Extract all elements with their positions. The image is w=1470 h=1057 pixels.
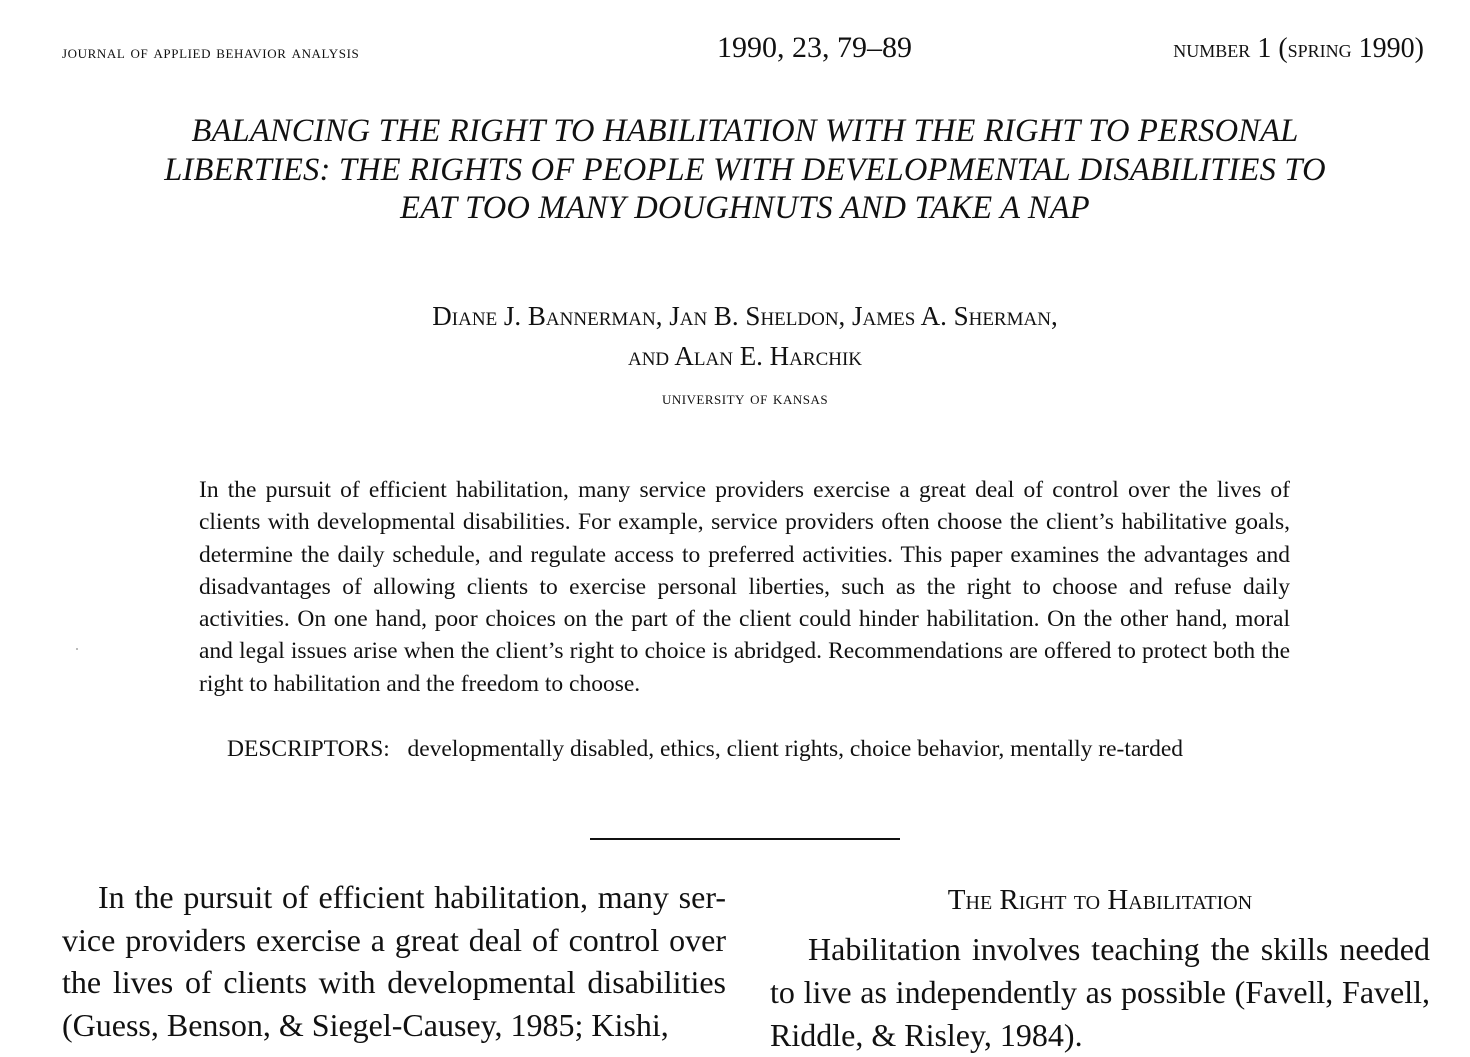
issue-season: spring <box>1287 34 1352 63</box>
citation: 1990, 23, 79–89 <box>717 31 912 64</box>
abstract-text: In the pursuit of efficient habilitation, many service providers exercise a great deal of control over the lives of clients with developmental disabilities. For example, service providers often choose the client’s habilitative goals, determine the daily schedule, and regulate access to preferred activities. This paper examines the advantages and disadvantages of allowing clients to exercise personal liberties, such as the right to choose and refuse daily activities. On one hand, poor choices on the part of the client could hinder habilitation. On the other hand, moral and legal issues arise when the client’s right to choice is abridged. Recommendations are offered to protect both the right to habilitation and the freedom to choose. <box>199 477 1290 697</box>
scan-speck <box>76 648 78 650</box>
authors-line-2: and Alan E. Harchik <box>627 341 863 371</box>
article-title: BALANCING THE RIGHT TO HABILITATION WITH THE RIGHT TO PERSONAL LIBERTIES: THE RIGHTS OF PEOPLE WITH DEVELOPMENTAL DISABILITIES TO EAT TOO MANY DOUGHNUTS AND TAKE A NAP <box>164 113 1326 226</box>
authors-line-1: Diane J. Bannerman, Jan B. Sheldon, James A. Sherman, <box>432 301 1058 331</box>
issue-year: 1990 <box>1358 33 1415 64</box>
body-right-column: Habilitation involves teaching the skills needed to live as independently as possible (Favell, Favell, Riddle, & Risley, 1984). <box>770 931 1430 1053</box>
journal-name: journal of applied behavior analysis <box>62 42 360 62</box>
section-heading: The Right to Habilitation <box>947 884 1253 916</box>
issue-label: number <box>1173 34 1251 63</box>
affiliation: university of kansas <box>661 388 829 409</box>
issue-number: 1 <box>1257 33 1272 64</box>
abstract <box>199 474 1290 700</box>
body-left-column: In the pursuit of efficient habilitation, many ser-vice providers exercise a great deal of control over the lives of clients with developmental disabilities (Guess, Benson, & Siegel-Causey, 1985; Kishi, <box>62 879 726 1043</box>
section-divider <box>590 838 900 840</box>
authors <box>160 296 1330 376</box>
descriptors <box>199 733 1290 765</box>
descriptors-text: developmentally disabled, ethics, client rights, choice behavior, mentally re-tarded <box>407 736 1184 762</box>
running-header <box>62 28 1424 72</box>
descriptors-label: DESCRIPTORS: <box>227 736 390 762</box>
issue-info: number 1 (spring 1990) <box>1173 33 1424 64</box>
